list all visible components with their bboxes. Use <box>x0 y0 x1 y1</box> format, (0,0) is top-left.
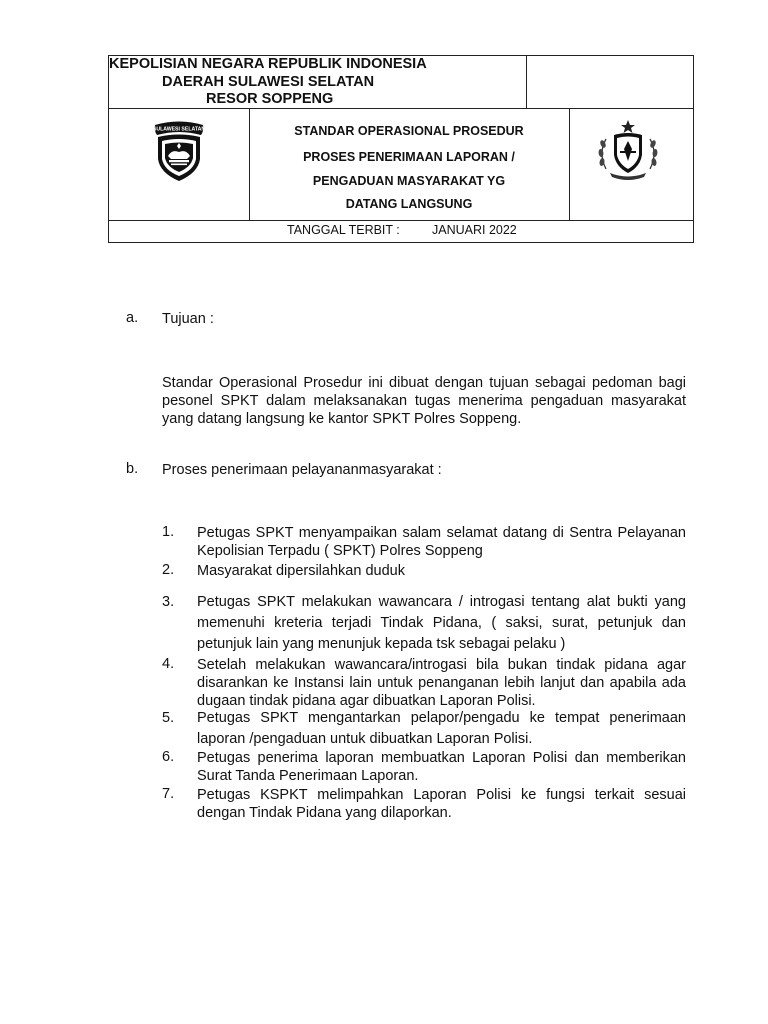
table-border-logo-right-divider <box>569 108 570 220</box>
sop-title-line-2: PROSES PENERIMAAN LAPORAN / <box>303 150 515 164</box>
list-item-text: Petugas SPKT mengantarkan pelapor/pengadu ke tempat penerimaan laporan /pengaduan untuk dibuatkan Laporan Polisi. <box>197 710 686 747</box>
polda-sulsel-badge-icon <box>146 115 212 183</box>
document-header-table <box>108 55 694 243</box>
list-item-number: 3. <box>162 594 175 610</box>
list-item-text: Masyarakat dipersilahkan duduk <box>197 563 405 579</box>
table-border-left <box>108 55 109 243</box>
section-b-heading: Proses penerimaan pelayananmasyarakat : <box>162 462 442 478</box>
list-item-number: 7. <box>162 786 175 802</box>
org-name-line-2: DAERAH SULAWESI SELATAN <box>162 74 375 90</box>
table-border-bottom <box>108 242 694 243</box>
section-a-heading: Tujuan : <box>162 311 214 327</box>
list-item-text: Petugas SPKT menyampaikan salam selamat datang di Sentra Pelayanan Kepolisian Terpadu ( SPKT) Polres Soppeng <box>197 525 686 559</box>
badge-banner-text: SULAWESI SELATAN <box>152 126 206 133</box>
list-item-number: 1. <box>162 524 175 540</box>
sop-title-line-3: PENGADUAN MASYARAKAT YG <box>312 174 506 188</box>
table-border-right <box>693 55 694 243</box>
list-item-text: Petugas penerima laporan membuatkan Laporan Polisi dan memberikan Surat Tanda Penerimaan Laporan. <box>197 750 686 784</box>
table-border-row2 <box>108 220 694 221</box>
polri-emblem-icon <box>592 117 664 183</box>
list-item-number: 4. <box>162 656 175 672</box>
issue-date-value: JANUARI 2022 <box>432 223 517 237</box>
table-border-org-divider <box>526 55 527 108</box>
table-border-row1 <box>108 108 694 109</box>
list-item-number: 5. <box>162 710 175 726</box>
sop-title-line-4: DATANG LANGSUNG <box>345 197 473 211</box>
section-a-marker: a. <box>126 310 139 326</box>
section-b-marker: b. <box>126 461 139 477</box>
sop-title-line-1: STANDAR OPERASIONAL PROSEDUR <box>294 124 524 138</box>
list-item-number: 2. <box>162 562 175 578</box>
list-item-text: Petugas SPKT melakukan wawancara / introgasi tentang alat bukti yang memenuhi kreteria terjadi Tindak Pidana, ( saksi, surat, petunjuk dan petunjuk lain yang menunjuk kepada tsk sebagai pelaku ) <box>197 594 686 652</box>
list-item-text: Setelah melakukan wawancara/introgasi bila bukan tindak pidana agar disarankan ke Instansi lain untuk penanganan lebih lanjut dan apabila ada dugaan tindak pidana agar dibuatkan Laporan Polisi. <box>197 657 686 709</box>
list-item-number: 6. <box>162 749 175 765</box>
issue-date-label: TANGGAL TERBIT : <box>287 223 400 237</box>
section-a-paragraph: Standar Operasional Prosedur ini dibuat dengan tujuan sebagai pedoman bagi pesonel SPKT dalam melaksanakan tugas menerima pengaduan masyarakat yang datang langsung ke kantor SPKT Polres Soppeng. <box>162 375 686 427</box>
org-name-line-1: KEPOLISIAN NEGARA REPUBLIK INDONESIA <box>109 56 427 72</box>
list-item-text: Petugas KSPKT melimpahkan Laporan Polisi ke fungsi terkait sesuai dengan Tindak Pidana yang dilaporkan. <box>197 787 686 821</box>
org-name-line-3: RESOR SOPPENG <box>206 91 334 107</box>
